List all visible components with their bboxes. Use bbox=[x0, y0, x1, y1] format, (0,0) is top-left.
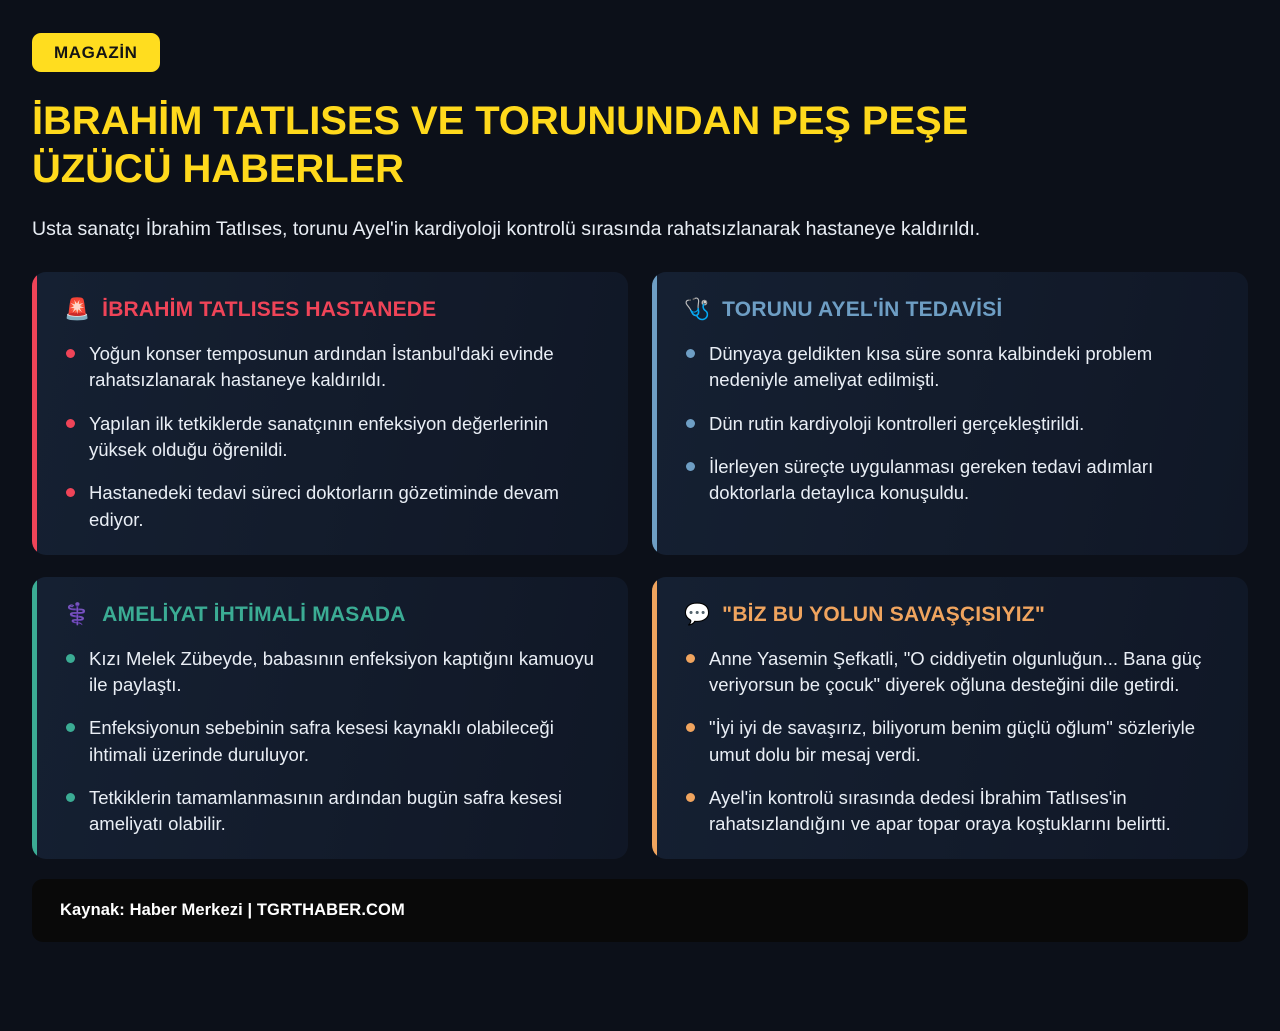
card-header bbox=[64, 298, 602, 321]
page-subtitle: Usta sanatçı İbrahim Tatlıses, torunu Ayel'in kardiyoloji kontrolü sırasında rahatsızlanarak hastaneye kaldırıldı. bbox=[32, 217, 981, 240]
list-item: Kızı Melek Zübeyde, babasının enfeksiyon kaptığını kamuoyu ile paylaştı. bbox=[64, 646, 602, 699]
card-bullet-list bbox=[684, 341, 1222, 506]
page-title: İBRAHİM TATLISES VE TORUNUNDAN PEŞ PEŞE ÜZÜCÜ HABERLER bbox=[32, 99, 969, 192]
list-item: Anne Yasemin Şefkatli, "O ciddiyetin olgunluğun... Bana güç veriyorsun be çocuk" diyerek oğluna desteğini dile getirdi. bbox=[684, 646, 1222, 699]
stethoscope-icon: 🩺 bbox=[684, 298, 711, 322]
category-badge: MAGAZİN bbox=[32, 33, 160, 72]
list-item: Hastanedeki tedavi süreci doktorların gözetiminde devam ediyor. bbox=[64, 480, 602, 533]
siren-icon: 🚨 bbox=[64, 298, 91, 322]
list-item: Dün rutin kardiyoloji kontrolleri gerçekleştirildi. bbox=[684, 411, 1222, 437]
card-ameliyat-ihtimali-masada bbox=[32, 577, 628, 860]
card-header bbox=[64, 603, 602, 626]
list-item: Tetkiklerin tamamlanmasının ardından bugün safra kesesi ameliyatı olabilir. bbox=[64, 785, 602, 838]
medical-symbol-icon: ⚕️ bbox=[64, 602, 91, 626]
speech-balloon-icon: 💬 bbox=[684, 602, 711, 626]
source-footer bbox=[32, 879, 1248, 942]
source-text: Kaynak: Haber Merkezi | TGRTHABER.COM bbox=[60, 901, 405, 920]
card-title: İBRAHİM TATLISES HASTANEDE bbox=[102, 298, 437, 322]
list-item: Ayel'in kontrolü sırasında dedesi İbrahim Tatlıses'in rahatsızlandığını ve apar topar oraya koştuklarını belirtti. bbox=[684, 785, 1222, 838]
card-bullet-list bbox=[64, 646, 602, 838]
card-bullet-list bbox=[64, 341, 602, 533]
card-torunu-ayelin-tedavisi bbox=[652, 272, 1248, 555]
list-item: İlerleyen süreçte uygulanması gereken tedavi adımları doktorlarla detaylıca konuşuldu. bbox=[684, 454, 1222, 507]
list-item: "İyi iyi de savaşırız, biliyorum benim güçlü oğlum" sözleriyle umut dolu bir mesaj verdi. bbox=[684, 715, 1222, 768]
cards-grid bbox=[32, 272, 1248, 859]
card-bullet-list bbox=[684, 646, 1222, 838]
list-item: Yapılan ilk tetkiklerde sanatçının enfeksiyon değerlerinin yüksek olduğu öğrenildi. bbox=[64, 411, 602, 464]
list-item: Dünyaya geldikten kısa süre sonra kalbindeki problem nedeniyle ameliyat edilmişti. bbox=[684, 341, 1222, 394]
card-title: "BİZ BU YOLUN SAVAŞÇISIYIZ" bbox=[722, 602, 1045, 626]
card-title: AMELİYAT İHTİMALİ MASADA bbox=[102, 602, 406, 626]
card-ibrahim-tatlises-hastanede bbox=[32, 272, 628, 555]
card-header bbox=[684, 603, 1222, 626]
list-item: Enfeksiyonun sebebinin safra kesesi kaynaklı olabileceği ihtimali üzerinde duruluyor. bbox=[64, 715, 602, 768]
card-biz-bu-yolun-savascisiyiz bbox=[652, 577, 1248, 860]
list-item: Yoğun konser temposunun ardından İstanbul'daki evinde rahatsızlanarak hastaneye kaldırıldı. bbox=[64, 341, 602, 394]
card-title: TORUNU AYEL'İN TEDAVİSİ bbox=[722, 298, 1003, 322]
card-header bbox=[684, 298, 1222, 321]
